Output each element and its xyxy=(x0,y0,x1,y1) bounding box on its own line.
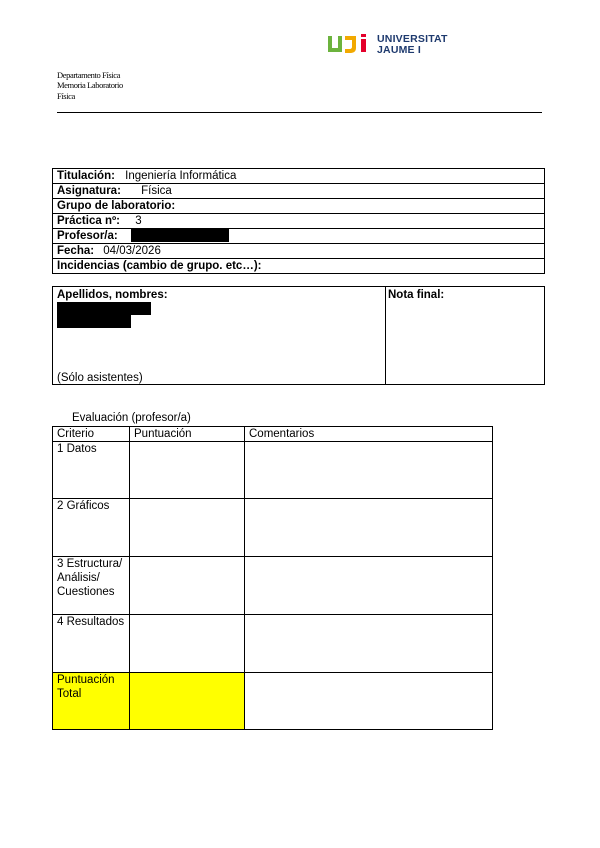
header-subject: Física xyxy=(57,91,75,101)
puntuacion-cell[interactable] xyxy=(130,615,245,673)
row-grupo xyxy=(53,199,544,214)
header-memoria: Memoria Laboratorio xyxy=(57,80,123,90)
row-practica xyxy=(53,214,544,229)
puntuacion-cell[interactable] xyxy=(130,557,245,615)
info-table xyxy=(52,168,545,274)
header-puntuacion: Puntuación xyxy=(130,427,245,442)
header-comentarios: Comentarios xyxy=(245,427,493,442)
total-puntuacion-cell[interactable] xyxy=(130,673,245,730)
row-fecha xyxy=(53,244,544,259)
table-row xyxy=(53,499,493,557)
logo-text-line1: UNIVERSITAT xyxy=(377,33,448,45)
puntuacion-cell[interactable] xyxy=(130,499,245,557)
header-criterio: Criterio xyxy=(53,427,130,442)
asignatura-value: Física xyxy=(141,185,172,197)
fecha-label: Fecha: xyxy=(57,245,95,257)
logo-text xyxy=(377,34,448,55)
practica-value: 3 xyxy=(135,215,142,227)
row-profesor xyxy=(53,229,544,244)
table-row xyxy=(53,442,493,499)
fecha-value: 04/03/2026 xyxy=(103,245,161,257)
titulacion-label: Titulación: xyxy=(57,170,115,182)
practica-label: Práctica nº: xyxy=(57,215,121,227)
criterio-cell: 4 Resultados xyxy=(53,615,130,673)
table-row xyxy=(53,615,493,673)
logo-text-line2: JAUME I xyxy=(377,43,421,56)
comentarios-cell[interactable] xyxy=(245,615,493,673)
evaluation-title: Evaluación (profesor/a) xyxy=(72,412,191,424)
incidencias-label: Incidencias (cambio de grupo. etc…): xyxy=(57,260,262,272)
evaluation-table xyxy=(52,426,493,730)
grupo-label: Grupo de laboratorio: xyxy=(57,200,176,212)
header-department: Departamento Física xyxy=(57,70,120,80)
comentarios-cell[interactable] xyxy=(245,442,493,499)
redacted-profesor xyxy=(131,229,229,242)
names-cell xyxy=(53,287,386,384)
table-row xyxy=(53,557,493,615)
table-row-total xyxy=(53,673,493,730)
nota-final-cell xyxy=(386,287,544,384)
header-divider xyxy=(57,112,542,113)
nota-final-label: Nota final: xyxy=(388,289,445,301)
asignatura-label: Asignatura: xyxy=(57,185,121,197)
uji-logo-mark xyxy=(327,33,373,55)
comentarios-cell[interactable] xyxy=(245,499,493,557)
titulacion-value: Ingeniería Informática xyxy=(125,170,237,182)
table-header-row xyxy=(53,427,493,442)
comentarios-cell[interactable] xyxy=(245,557,493,615)
redacted-name-2 xyxy=(57,315,131,328)
names-label: Apellidos, nombres: xyxy=(57,289,168,301)
profesor-label: Profesor/a: xyxy=(57,230,118,242)
redacted-name-1 xyxy=(57,302,151,315)
total-comentarios-cell[interactable] xyxy=(245,673,493,730)
row-titulacion xyxy=(53,169,544,184)
criterio-cell: 2 Gráficos xyxy=(53,499,130,557)
row-incidencias xyxy=(53,259,544,273)
criterio-cell: 3 Estructura/ Análisis/ Cuestiones xyxy=(53,557,130,615)
names-table xyxy=(52,286,545,385)
criterio-cell: 1 Datos xyxy=(53,442,130,499)
row-asignatura xyxy=(53,184,544,199)
attendees-note: (Sólo asistentes) xyxy=(57,372,143,384)
total-label-cell: Puntuación Total xyxy=(53,673,130,730)
puntuacion-cell[interactable] xyxy=(130,442,245,499)
